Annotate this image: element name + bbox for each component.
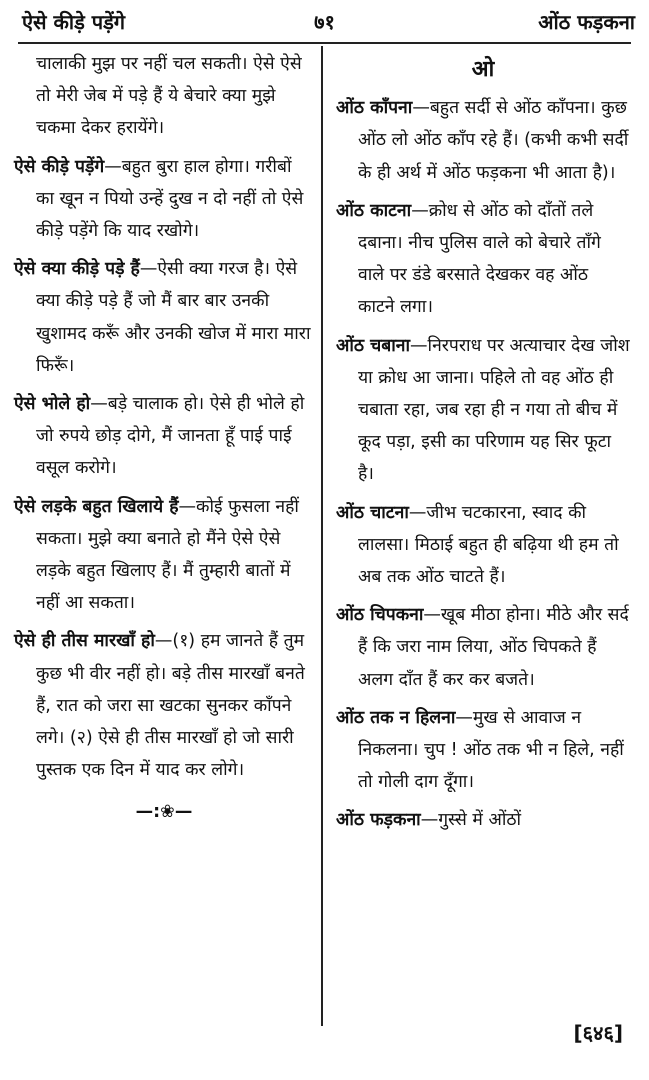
entry-aise-keede-padenge xyxy=(14,151,314,248)
entry-tees-markhan xyxy=(14,625,314,786)
entry-definition: —ऐसी क्या गरज है। ऐसे क्या कीड़े पड़े हैं जो मैं बार बार उनकी खुशामद करूँ और उनकी खोज में मारा मारा फिरूँ। xyxy=(36,259,311,376)
entry-definition: —मुख से आवाज न निकलना। चुप ! ओंठ तक भी न हिले, नहीं तो गोली दाग दूँगा। xyxy=(358,707,624,793)
entry-onth-phadakna xyxy=(336,804,630,836)
entry-headword: ओंठ फड़कना xyxy=(336,810,421,831)
entry-headword: ऐसे क्या कीड़े पड़े हैं xyxy=(14,259,140,280)
entry-definition: —बहुत बुरा हाल होगा। गरीबों का खून न पियो उन्हें दुख न दो नहीं तो ऐसे कीड़े पड़ेंगे कि याद रखोगे। xyxy=(36,156,304,242)
entry-definition: —खूब मीठा होना। मीठे और सर्द हैं कि जरा नाम लिया, ओंठ चिपकते हैं अलग दाँत हैं कर कर बजते। xyxy=(358,605,629,690)
section-end-ornament: —:❀— xyxy=(135,802,193,823)
entry-onth-chabana xyxy=(336,330,630,491)
entry-headword: ओंठ काँपना xyxy=(336,98,413,119)
entry-definition: —बड़े चालाक हो। ऐसे ही भोले हो जो रुपये छोड़ दोगे, मैं जानता हूँ पाई पाई वसूल करोगे। xyxy=(36,394,305,479)
entry-headword: ओंठ चाटना xyxy=(336,502,409,523)
entry-aise-bhole-ho xyxy=(14,388,314,485)
section-letter: ओ xyxy=(471,57,495,82)
page-header xyxy=(8,6,641,40)
entry-onth-chatna xyxy=(336,497,630,594)
entry-aise-ladke xyxy=(14,491,314,620)
entry-headword: ऐसे लड़के बहुत खिलाये हैं xyxy=(14,496,179,517)
entry-headword: ओंठ चबाना xyxy=(336,335,411,356)
entry-onth-tak-na-hilna xyxy=(336,702,630,799)
signature-mark: [६४६] xyxy=(573,1021,623,1045)
running-head-right: ओंठ फड़कना xyxy=(538,10,635,34)
entry-definition: —गुस्से में ओंठों xyxy=(420,810,522,831)
entry-headword: ओंठ चिपकना xyxy=(336,605,424,626)
entry-headword: ऐसे कीड़े पड़ेंगे xyxy=(14,156,105,177)
entry-headword: ऐसे ही तीस मारखाँ हो xyxy=(14,631,155,652)
entry-definition: —बहुत सर्दी से ओंठ काँपना। कुछ ओंठ लो ओंठ काँप रहे हैं। (कभी कभी सर्दी के ही अर्थ में ओंठ फड़कना भी आता है)। xyxy=(358,98,629,183)
entry-definition: —क्रोध से ओंठ को दाँतों तले दबाना। नीच पुलिस वाले को बेचारे ताँगे वाले पर डंडे बरसाते देखकर वह ओंठ काटने लगा। xyxy=(358,200,601,318)
entry-definition: —कोई फुसला नहीं सकता। मुझे क्या बनाते हो मैंने ऐसे ऐसे लड़के बहुत खिलाए हैं। मैं तुम्हारी बातों में नहीं आ सकता। xyxy=(36,496,299,614)
entry-onth-kanpna xyxy=(336,92,630,189)
continuation-text: चालाकी मुझ पर नहीं चल सकती। ऐसे ऐसे तो मेरी जेब में पड़े हैं ये बेचारे क्या मुझे चकमा देकर हरायेंगे। xyxy=(36,54,302,139)
running-head-left: ऐसे कीड़े पड़ेंगे xyxy=(22,10,126,34)
entry-headword: ऐसे भोले हो xyxy=(14,394,91,415)
entry-onth-katna xyxy=(336,195,630,324)
entry-onth-chipakna xyxy=(336,599,630,696)
page-number: ७१ xyxy=(314,10,335,34)
right-column xyxy=(336,48,630,843)
entry-headword: ओंठ तक न हिलना xyxy=(336,707,456,728)
header-rule xyxy=(18,42,631,44)
entry-headword: ओंठ काटना xyxy=(336,200,412,221)
left-column xyxy=(14,48,314,829)
column-divider xyxy=(321,46,323,1026)
entry-definition: —निरपराध पर अत्याचार देख जोश या क्रोध आ जाना। पहिले तो वह ओंठ ही चबाता रहा, जब रहा ही न गया तो बीच में कूद पड़ा, इसी का परिणाम यह सिर फूटा है। xyxy=(358,335,630,485)
entry-definition: —(१) हम जानते हैं तुम कुछ भी वीर नहीं हो। बड़े तीस मारखाँ बनते हैं, रात को जरा सा खटका सुनकर काँपने लगे। (२) ऐसे ही तीस मारखाँ हो जो सारी पुस्तक एक दिन में याद कर लोगे। xyxy=(36,631,305,781)
entry-definition: —जीभ चटकारना, स्वाद की लालसा। मिठाई बहुत ही बढ़िया थी हम तो अब तक ओंठ चाटते हैं। xyxy=(358,502,619,588)
entry-aise-kya-keede xyxy=(14,253,314,382)
